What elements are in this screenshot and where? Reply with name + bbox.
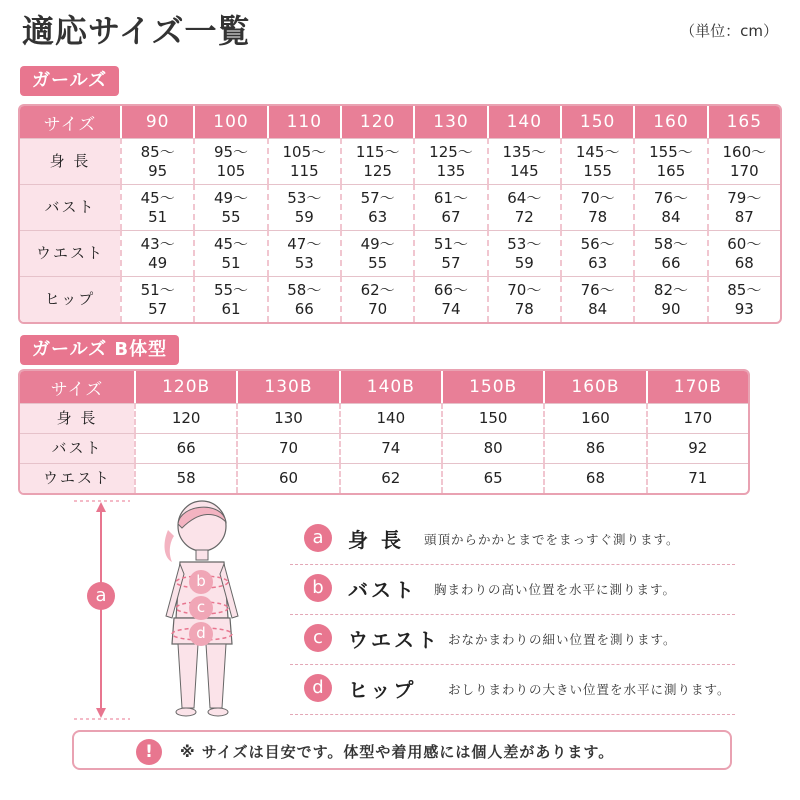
- row-label: 身 長: [20, 138, 120, 184]
- cell-range-start: 51〜: [140, 280, 175, 299]
- guide-description: 頭頂からかかとまでをまっすぐ測ります。: [424, 532, 680, 547]
- cell-range-end: 93: [734, 299, 754, 318]
- table-cell: [193, 184, 266, 230]
- guide-name: 身 長: [348, 528, 404, 552]
- cell-range-start: 82〜: [653, 280, 688, 299]
- cell-range-start: 62〜: [360, 280, 395, 299]
- table-cell: [707, 184, 780, 230]
- table-header-row: [20, 106, 780, 138]
- cell-range-end: 68: [734, 253, 754, 272]
- table-cell: 60: [236, 463, 338, 493]
- table-cell: [707, 230, 780, 276]
- cell-range-start: 64〜: [507, 188, 542, 207]
- cell-range-end: 57: [148, 299, 168, 318]
- table-cell: [340, 184, 413, 230]
- table-row: [20, 463, 748, 493]
- cell-range-end: 66: [661, 253, 681, 272]
- table-cell: [560, 184, 633, 230]
- guide-divider: [290, 614, 735, 615]
- cell-range-end: 57: [441, 253, 461, 272]
- table-cell: 170: [646, 403, 748, 433]
- note-text: ※ サイズは目安です。体型や着用感には個人差があります。: [180, 743, 615, 761]
- table-cell: [413, 230, 486, 276]
- guide-name: ウエスト: [348, 628, 440, 652]
- table-cell: 65: [441, 463, 543, 493]
- cell-range-start: 95〜: [213, 142, 249, 161]
- row-label: 身 長: [20, 403, 134, 433]
- cell-range-end: 61: [221, 299, 241, 318]
- header-size-140B: 140B: [339, 371, 441, 403]
- header-size-130B: 130B: [236, 371, 338, 403]
- cell-range-end: 145: [509, 161, 539, 180]
- table-cell: [267, 138, 340, 184]
- cell-range-end: 55: [368, 253, 388, 272]
- table-row: [20, 230, 780, 276]
- table-cell: 150: [441, 403, 543, 433]
- cell-range-end: 59: [294, 207, 314, 226]
- cell-range-start: 115〜: [355, 142, 400, 161]
- guide-description: おなかまわりの細い位置を測ります。: [448, 632, 677, 647]
- cell-range-start: 76〜: [653, 188, 688, 207]
- table-cell: [707, 138, 780, 184]
- cell-range-end: 49: [148, 253, 168, 272]
- guide-letter-d: d: [304, 674, 332, 702]
- cell-range-start: 55〜: [213, 280, 249, 299]
- table-cell: [267, 230, 340, 276]
- cell-range-start: 49〜: [213, 188, 249, 207]
- header-size-165: 165: [707, 106, 780, 138]
- table-cell: [193, 276, 266, 322]
- table-cell: [267, 276, 340, 322]
- cell-range-start: 43〜: [140, 234, 175, 253]
- cell-range-end: 55: [221, 207, 241, 226]
- cell-range-start: 79〜: [727, 188, 762, 207]
- cell-range-start: 53〜: [287, 188, 322, 207]
- guide-description: 胸まわりの高い位置を水平に測ります。: [434, 582, 677, 597]
- table-cell: [193, 230, 266, 276]
- header-size-label: サイズ: [20, 106, 120, 138]
- header-size-160: 160: [633, 106, 706, 138]
- header-size-160B: 160B: [543, 371, 645, 403]
- table-cell: [487, 138, 560, 184]
- cell-range-end: 63: [588, 253, 608, 272]
- table-header-row: [20, 371, 748, 403]
- table-row: [20, 403, 748, 433]
- cell-range-start: 125〜: [429, 142, 473, 161]
- header-size-120B: 120B: [134, 371, 236, 403]
- table-row: [20, 184, 780, 230]
- cell-range-start: 135〜: [502, 142, 547, 161]
- unit-label: （単位：cm）: [680, 22, 778, 40]
- cell-range-start: 76〜: [580, 280, 615, 299]
- cell-range-start: 85〜: [140, 142, 175, 161]
- table-cell: 62: [339, 463, 441, 493]
- child-figure-illustration: [60, 498, 260, 724]
- table-row: [20, 138, 780, 184]
- table-cell: [487, 276, 560, 322]
- cell-range-start: 49〜: [360, 234, 395, 253]
- cell-range-end: 51: [148, 207, 168, 226]
- table-cell: 58: [134, 463, 236, 493]
- cell-range-start: 45〜: [140, 188, 175, 207]
- cell-range-start: 70〜: [507, 280, 542, 299]
- section-tag-girls-b: ガールズ B体型: [20, 335, 179, 365]
- girls-size-table: [18, 104, 782, 324]
- table-cell: [560, 138, 633, 184]
- header-size-170B: 170B: [646, 371, 748, 403]
- cell-range-end: 170: [729, 161, 759, 180]
- table-cell: 140: [339, 403, 441, 433]
- page-title: 適応サイズ一覧: [22, 12, 251, 50]
- header-size-label: サイズ: [20, 371, 134, 403]
- cell-range-end: 78: [588, 207, 608, 226]
- guide-divider: [290, 664, 735, 665]
- table-cell: 74: [339, 433, 441, 463]
- cell-range-end: 53: [294, 253, 314, 272]
- cell-range-start: 155〜: [649, 142, 693, 161]
- cell-range-end: 105: [216, 161, 246, 180]
- table-cell: 66: [134, 433, 236, 463]
- table-cell: [560, 230, 633, 276]
- cell-range-end: 67: [441, 207, 461, 226]
- cell-range-start: 56〜: [580, 234, 615, 253]
- guide-letter-a: a: [304, 524, 332, 552]
- table-cell: [487, 230, 560, 276]
- cell-range-end: 63: [368, 207, 388, 226]
- cell-range-start: 85〜: [727, 280, 762, 299]
- row-label: バスト: [20, 184, 120, 230]
- cell-range-start: 57〜: [360, 188, 395, 207]
- table-cell: [267, 184, 340, 230]
- girls-b-size-table: [18, 369, 750, 495]
- cell-range-end: 59: [514, 253, 534, 272]
- cell-range-end: 165: [656, 161, 686, 180]
- cell-range-end: 125: [363, 161, 392, 180]
- cell-range-end: 135: [436, 161, 466, 180]
- cell-range-end: 115: [290, 161, 319, 180]
- cell-range-start: 53〜: [507, 234, 542, 253]
- guide-letter-c: c: [304, 624, 332, 652]
- table-cell: [487, 184, 560, 230]
- table-cell: [120, 276, 193, 322]
- table-cell: [120, 138, 193, 184]
- cell-range-end: 51: [221, 253, 241, 272]
- header-size-150B: 150B: [441, 371, 543, 403]
- figure-label-c: c: [189, 596, 213, 620]
- cell-range-end: 72: [514, 207, 534, 226]
- cell-range-end: 74: [441, 299, 461, 318]
- table-cell: [413, 184, 486, 230]
- cell-range-start: 160〜: [722, 142, 767, 161]
- cell-range-start: 58〜: [653, 234, 688, 253]
- section-tag-girls: ガールズ: [20, 66, 119, 96]
- cell-range-end: 87: [734, 207, 754, 226]
- figure-label-a: a: [87, 582, 115, 610]
- table-cell: 130: [236, 403, 338, 433]
- guide-divider: [290, 714, 735, 715]
- cell-range-start: 47〜: [287, 234, 322, 253]
- header-size-130: 130: [413, 106, 486, 138]
- table-cell: 80: [441, 433, 543, 463]
- row-label: ウエスト: [20, 230, 120, 276]
- cell-range-start: 51〜: [433, 234, 469, 253]
- table-cell: [633, 230, 706, 276]
- table-cell: [560, 276, 633, 322]
- cell-range-end: 90: [661, 299, 681, 318]
- row-label: ヒップ: [20, 276, 120, 322]
- table-cell: [633, 276, 706, 322]
- exclamation-icon: !: [136, 739, 162, 765]
- cell-range-start: 61〜: [433, 188, 469, 207]
- table-row: [20, 433, 748, 463]
- table-cell: [120, 230, 193, 276]
- cell-range-start: 66〜: [433, 280, 469, 299]
- table-cell: [340, 276, 413, 322]
- table-cell: 68: [543, 463, 645, 493]
- cell-range-end: 95: [148, 161, 168, 180]
- cell-range-start: 58〜: [287, 280, 322, 299]
- table-cell: [413, 138, 486, 184]
- cell-range-end: 84: [661, 207, 681, 226]
- header-size-90: 90: [120, 106, 193, 138]
- table-cell: [707, 276, 780, 322]
- header-size-110: 110: [267, 106, 340, 138]
- cell-range-start: 145〜: [575, 142, 620, 161]
- row-label: ウエスト: [20, 463, 134, 493]
- cell-range-start: 45〜: [213, 234, 249, 253]
- guide-divider: [290, 564, 735, 565]
- table-cell: [633, 138, 706, 184]
- cell-range-end: 70: [368, 299, 388, 318]
- guide-name: バスト: [348, 578, 417, 602]
- table-cell: [193, 138, 266, 184]
- guide-name: ヒップ: [348, 678, 417, 702]
- cell-range-end: 84: [588, 299, 608, 318]
- figure-label-d: d: [189, 622, 213, 646]
- figure-label-b: b: [189, 570, 213, 594]
- table-row: [20, 276, 780, 322]
- table-cell: [120, 184, 193, 230]
- cell-range-end: 66: [294, 299, 314, 318]
- cell-range-start: 70〜: [580, 188, 615, 207]
- guide-description: おしりまわりの大きい位置を水平に測ります。: [448, 682, 731, 697]
- table-cell: 120: [134, 403, 236, 433]
- note-box: [72, 730, 732, 770]
- header-size-150: 150: [560, 106, 633, 138]
- header-size-140: 140: [487, 106, 560, 138]
- table-cell: 160: [543, 403, 645, 433]
- table-cell: [413, 276, 486, 322]
- header-size-120: 120: [340, 106, 413, 138]
- table-cell: 86: [543, 433, 645, 463]
- cell-range-end: 155: [583, 161, 612, 180]
- cell-range-end: 78: [514, 299, 534, 318]
- table-cell: [340, 230, 413, 276]
- table-cell: 71: [646, 463, 748, 493]
- table-cell: 70: [236, 433, 338, 463]
- row-label: バスト: [20, 433, 134, 463]
- guide-letter-b: b: [304, 574, 332, 602]
- cell-range-start: 60〜: [727, 234, 762, 253]
- table-cell: [340, 138, 413, 184]
- cell-range-start: 105〜: [282, 142, 327, 161]
- table-cell: 92: [646, 433, 748, 463]
- table-cell: [633, 184, 706, 230]
- header-size-100: 100: [193, 106, 266, 138]
